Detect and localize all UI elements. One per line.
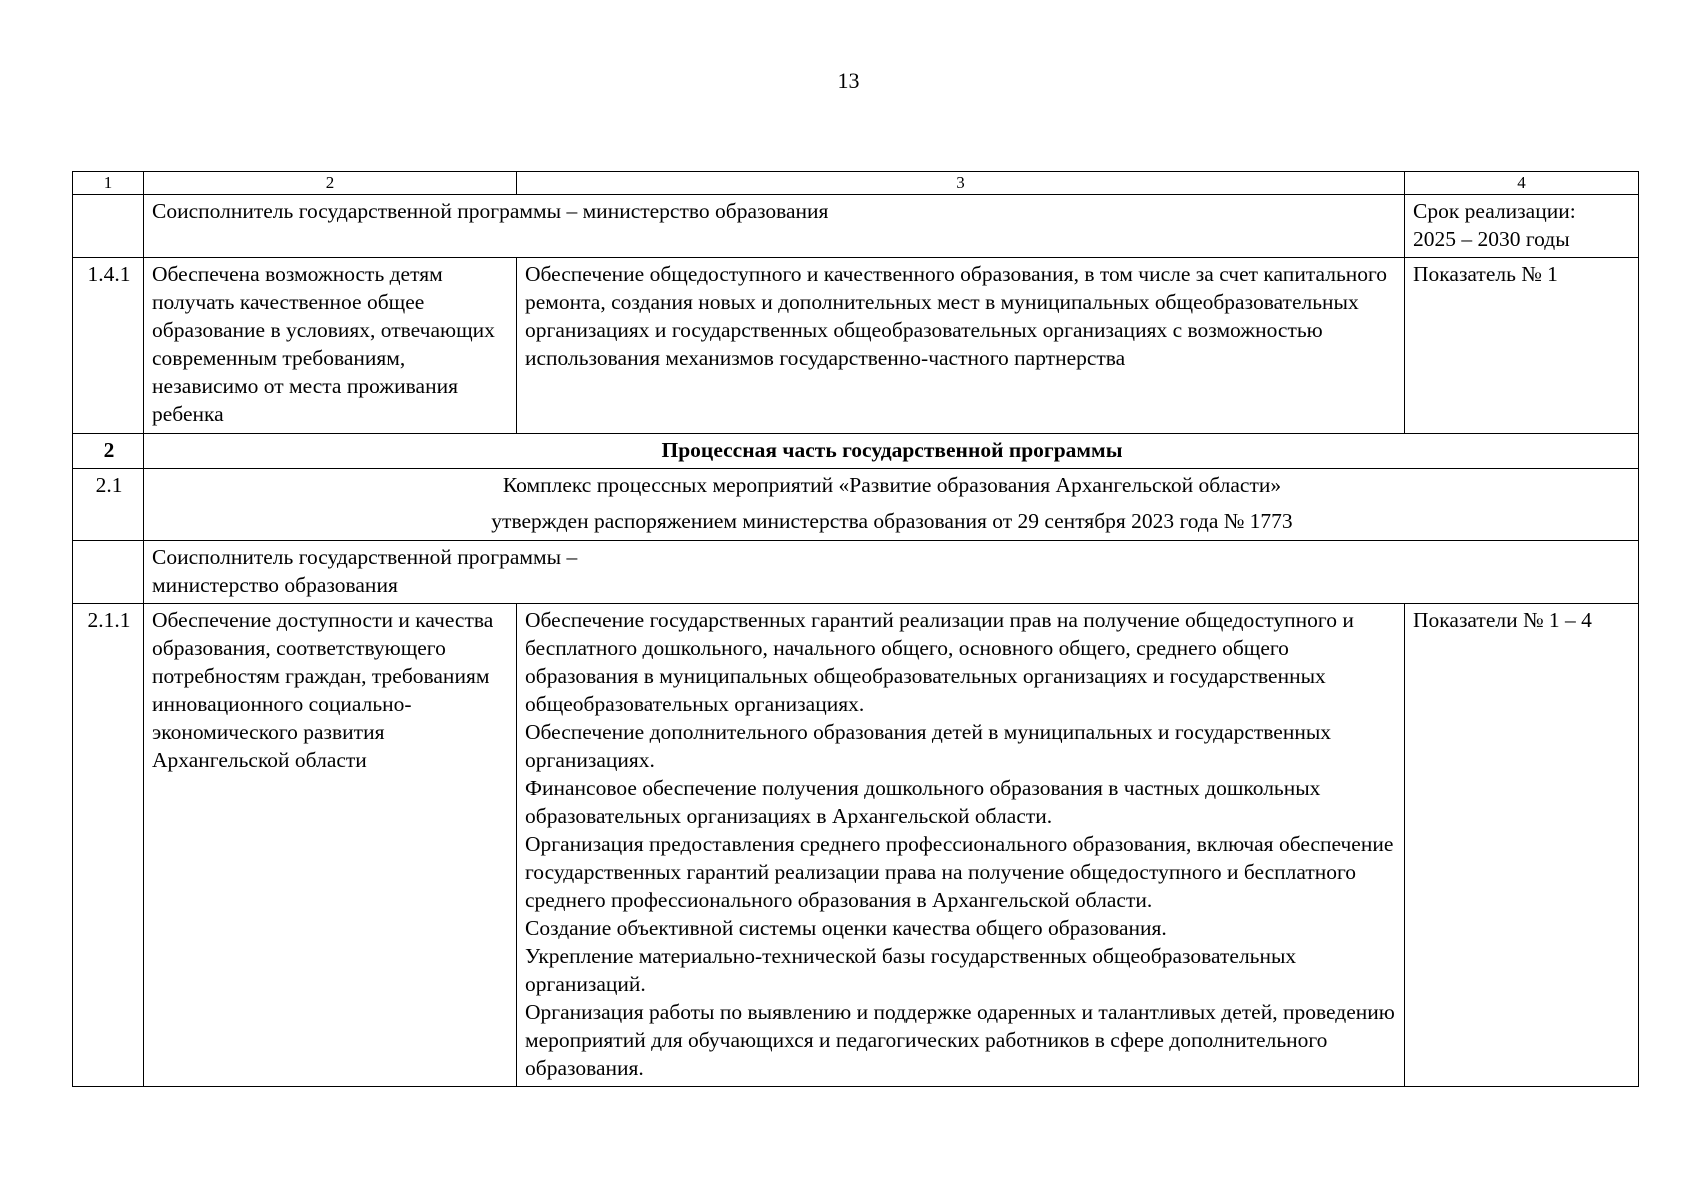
complex-row xyxy=(73,469,1639,541)
description-paragraph: Финансовое обеспечение получения дошкольного образования в частных дошкольных образовательных организациях в Архангельской области. xyxy=(525,776,1321,828)
section-title: Процессная часть государственной программы xyxy=(144,434,1639,469)
complex-number: 2.1 xyxy=(73,469,144,541)
indicator-cell: Показатели № 1 – 4 xyxy=(1405,604,1639,1087)
program-table xyxy=(72,171,1639,1087)
description-cell xyxy=(517,604,1405,1087)
coexecutor-row xyxy=(73,541,1639,604)
task-cell: Обеспечение доступности и качества образования, соответствующего потребностям граждан, требованиям инновационного социально-экономического развития Архангельской области xyxy=(144,604,517,1087)
description-paragraph: Укрепление материально-технической базы государственных общеобразовательных организаций. xyxy=(525,944,1297,996)
table-row xyxy=(73,258,1639,434)
page-number: 13 xyxy=(837,68,860,93)
complex-approval: утвержден распоряжением министерства образования от 29 сентября 2023 года № 1773 xyxy=(491,509,1293,533)
description-cell: Обеспечение общедоступного и качественного образования, в том числе за счет капитального ремонта, создания новых и дополнительных мест в муниципальных общеобразовательных организациях и государственных общеобразовательных организациях с возможностью использования механизмов государственно-частного партнерства xyxy=(517,258,1405,434)
column-header-1: 1 xyxy=(73,172,144,195)
row-number: 2.1.1 xyxy=(73,604,144,1087)
coexecutor-text: Соисполнитель государственной программы – министерство образования xyxy=(144,195,1405,258)
row-number: 1.4.1 xyxy=(73,258,144,434)
description-paragraph: Организация предоставления среднего профессионального образования, включая обеспечение государственных гарантий реализации права на получение общедоступного и бесплатного среднего профессионального образования в Архангельской области. xyxy=(525,832,1394,912)
empty-number-cell xyxy=(73,195,144,258)
implementation-term-years: 2025 – 2030 годы xyxy=(1413,227,1570,251)
indicator-cell: Показатель № 1 xyxy=(1405,258,1639,434)
description-paragraph: Обеспечение дополнительного образования детей в муниципальных и государственных организациях. xyxy=(525,720,1332,772)
section-row xyxy=(73,434,1639,469)
section-number: 2 xyxy=(73,434,144,469)
complex-title: Комплекс процессных мероприятий «Развитие образования Архангельской области» xyxy=(502,473,1282,497)
implementation-term xyxy=(1405,195,1639,258)
task-cell: Обеспечена возможность детям получать качественное общее образование в условиях, отвечающих современным требованиям, независимо от места проживания ребенка xyxy=(144,258,517,434)
table-row xyxy=(73,604,1639,1087)
table-header-row xyxy=(73,172,1639,195)
coexecutor-text xyxy=(144,541,1639,604)
description-paragraph: Создание объективной системы оценки качества общего образования. xyxy=(525,916,1167,940)
description-paragraph: Обеспечение государственных гарантий реализации прав на получение общедоступного и бесплатного дошкольного, начального общего, основного общего, среднего общего образования в муниципальных общеобразовательных организациях и государственных общеобразовательных организациях. xyxy=(525,608,1354,716)
column-header-4: 4 xyxy=(1405,172,1639,195)
complex-title-cell xyxy=(144,469,1639,541)
column-header-2: 2 xyxy=(144,172,517,195)
empty-number-cell xyxy=(73,541,144,604)
column-header-3: 3 xyxy=(517,172,1405,195)
coexecutor-line: Соисполнитель государственной программы – xyxy=(152,545,578,569)
coexecutor-line: министерство образования xyxy=(152,573,398,597)
coexecutor-row xyxy=(73,195,1639,258)
description-paragraph: Организация работы по выявлению и поддержке одаренных и талантливых детей, проведению мероприятий для обучающихся и педагогических работников в сфере дополнительного образования. xyxy=(525,1000,1395,1080)
implementation-term-label: Срок реализации: xyxy=(1413,199,1576,223)
